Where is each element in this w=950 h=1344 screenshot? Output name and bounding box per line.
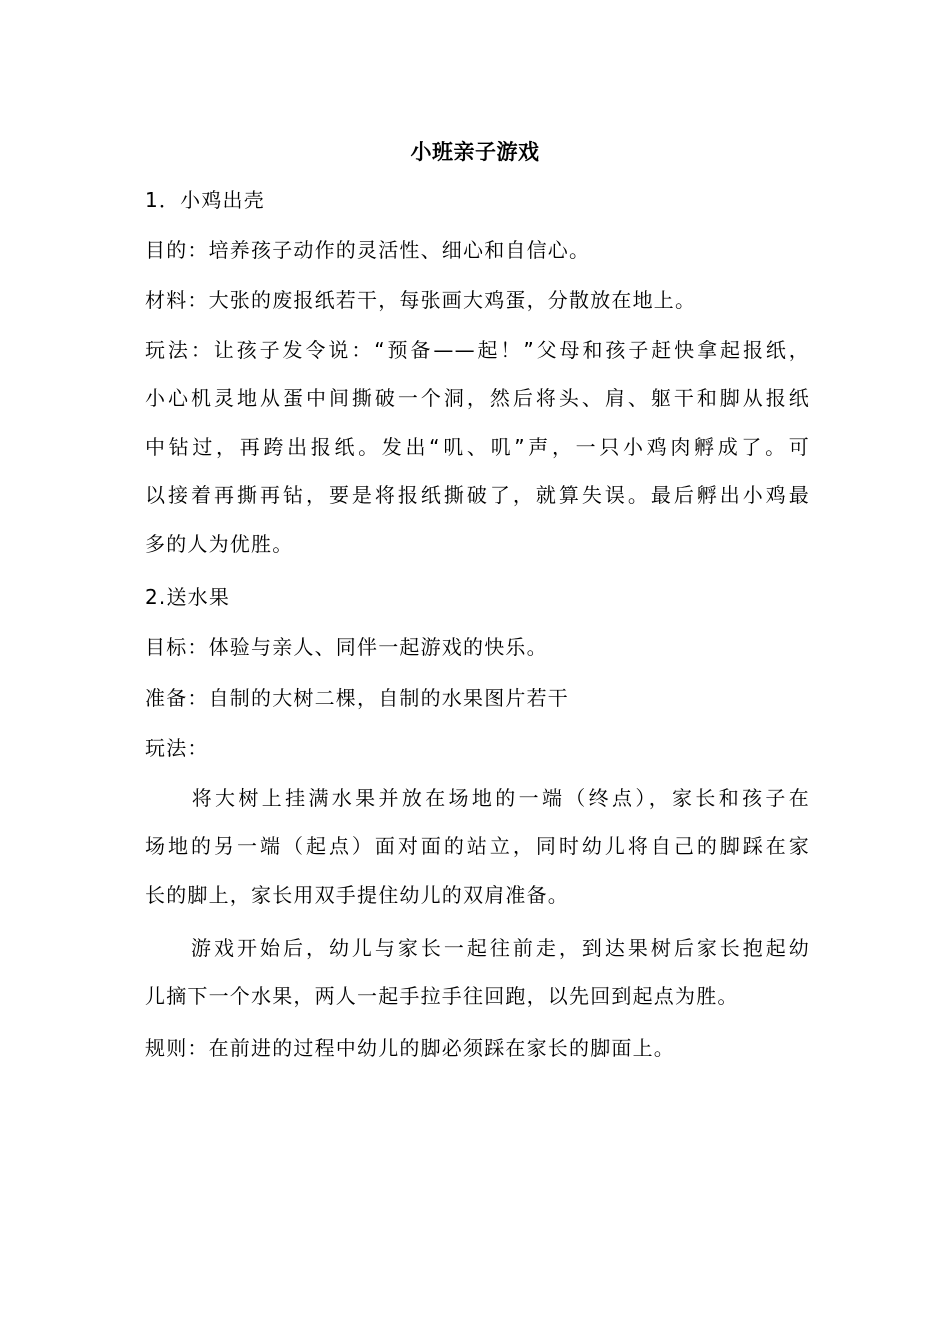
game2-para2-line: 游戏开始后，幼儿与家长一起往前走，到达果树后家长抱起幼 xyxy=(145,936,810,960)
game1-play-line: 小心机灵地从蛋中间撕破一个洞，然后将头、肩、躯干和脚从报纸 xyxy=(145,386,810,411)
game2-play-paragraph-1 xyxy=(145,774,810,919)
game2-play-label: 玩法： xyxy=(145,736,209,760)
game2-para1-line: 将大树上挂满水果并放在场地的一端（终点），家长和孩子在 xyxy=(145,786,810,810)
game2-para1-line: 场地的另一端（起点）面对面的站立，同时幼儿将自己的脚踩在家 xyxy=(145,834,810,859)
document-title: 小班亲子游戏 xyxy=(410,140,540,164)
game1-play-line: 以接着再撕再钻，要是将报纸撕破了，就算失误。最后孵出小鸡最 xyxy=(145,483,810,508)
game1-materials: 材料：大张的废报纸若干，每张画大鸡蛋，分散放在地上。 xyxy=(145,288,697,312)
game2-prep: 准备：自制的大树二棵，自制的水果图片若干 xyxy=(145,686,569,710)
game2-goal: 目标：体验与亲人、同伴一起游戏的快乐。 xyxy=(145,635,548,659)
game1-heading: 1．小鸡出壳 xyxy=(145,188,265,212)
game1-play-line: 中钻过，再跨出报纸。发出“叽、叽”声，一只小鸡肉孵成了。可 xyxy=(145,434,810,459)
game2-para2-line: 儿摘下一个水果，两人一起手拉手往回跑，以先回到起点为胜。 xyxy=(145,984,739,1009)
game1-play-paragraph xyxy=(145,326,810,568)
game2-para1-line: 长的脚上，家长用双手提住幼儿的双肩准备。 xyxy=(145,882,569,907)
game2-rule: 规则：在前进的过程中幼儿的脚必须踩在家长的脚面上。 xyxy=(145,1036,675,1060)
game1-play-line: 多的人为优胜。 xyxy=(145,531,294,556)
game1-play-line: 玩法：让孩子发令说：“预备——起！”父母和孩子赶快拿起报纸， xyxy=(145,338,810,362)
game1-goal: 目的：培养孩子动作的灵活性、细心和自信心。 xyxy=(145,238,591,262)
game2-play-paragraph-2 xyxy=(145,924,810,1021)
game2-heading: 2.送水果 xyxy=(145,585,231,609)
